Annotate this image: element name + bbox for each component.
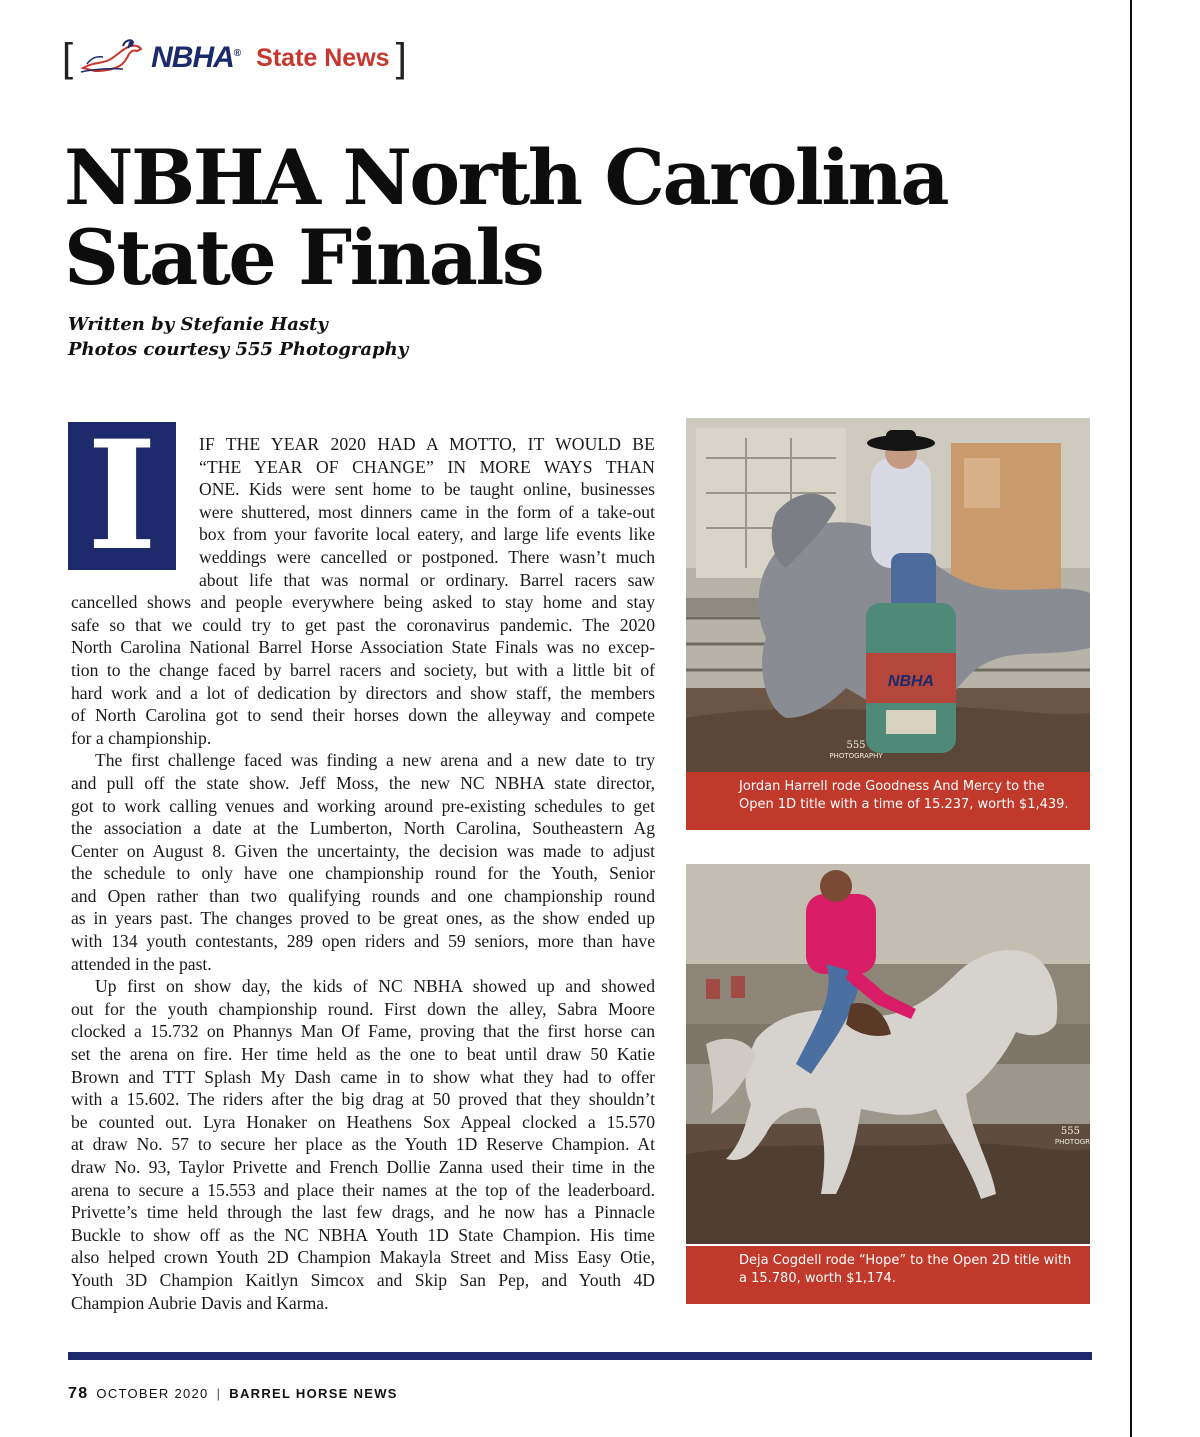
footer-separator: | xyxy=(216,1386,222,1401)
text-line: clocked a 15.732 on Phannys Man Of Fame, proving that the first horse can xyxy=(71,1021,655,1042)
paragraph-2 xyxy=(71,749,655,975)
logo-wordmark: NBHA® xyxy=(151,41,241,74)
photo-watermark-bottom: PHOTOGRAPHY xyxy=(829,752,883,760)
text-line: Brown and TTT Splash My Dash came in to show what they had to offer xyxy=(71,1066,655,1087)
text-line: and pull off the state show. Jeff Moss, the new NC NBHA state director, xyxy=(71,772,655,793)
byline-photos: Photos courtesy 555 Photography xyxy=(68,339,409,360)
text-line: “THE YEAR OF CHANGE” IN MORE WAYS THAN xyxy=(199,456,655,477)
text-line: hard work and a lot of dedication by directors and show staff, the members xyxy=(71,682,655,703)
text-line: be counted out. Lyra Honaker on Heathens Sox Appeal clocked a 15.570 xyxy=(71,1111,655,1132)
caption-line: Jordan Harrell rode Goodness And Mercy to the xyxy=(739,779,1045,794)
text-line: weddings were cancelled or postponed. There wasn’t much xyxy=(199,546,655,567)
page-number: 78 xyxy=(68,1385,89,1402)
text-line: for a championship. xyxy=(71,727,212,748)
text-line: Privette’s time held through the last few drags, and he now has a Pinnacle xyxy=(71,1202,655,1223)
right-bracket: ] xyxy=(395,36,407,80)
publication-name: BARREL HORSE NEWS xyxy=(229,1386,398,1401)
photo-watermark-top: 555 xyxy=(1060,1126,1080,1137)
page-edge-rule xyxy=(1130,0,1132,1437)
text-line: draw No. 93, Taylor Privette and French Dollie Zanna used their time in the xyxy=(71,1157,655,1177)
text-line: with 134 youth contestants, 289 open riders and 59 seniors, more than have xyxy=(71,931,655,952)
title-line-2: State Finals xyxy=(64,213,543,302)
text-line: got to work calling venues and working around pre-existing schedules to get xyxy=(71,795,655,816)
text-line: were shuttered, most dinners came in the form of a take-out xyxy=(199,501,655,522)
text-line: about life that was normal or ordinary. Barrel racers saw xyxy=(199,569,655,590)
drop-cap: I xyxy=(68,422,176,570)
text-line: Champion Aubrie Davis and Karma. xyxy=(71,1292,329,1313)
text-line: tion to the change faced by barrel racers and society, but with a little bit of xyxy=(71,659,655,680)
text-line: the association a date at the Lumberton, North Carolina, Southeastern Ag xyxy=(71,818,655,839)
text-line: also helped crown Youth 2D Champion Makayla Street and Miss Easy Otie, xyxy=(71,1247,655,1268)
caption-line: Deja Cogdell rode “Hope” to the Open 2D title with xyxy=(739,1253,1072,1268)
text-line: ONE. Kids were sent home to be taught online, businesses xyxy=(199,479,655,500)
text-line: The first challenge faced was finding a new arena and a new date to try xyxy=(95,750,655,771)
photo-barrel-racer-2 xyxy=(686,864,1090,1244)
article-title xyxy=(64,133,1104,302)
text-line: Buckle to show off as the NC NBHA Youth 1D State Champion. His time xyxy=(71,1224,655,1245)
barrel-nbha-text: NBHA xyxy=(887,673,935,690)
text-line: and Open rather than two qualifying rounds and one championship round xyxy=(71,885,655,906)
photo-watermark-bottom: PHOTOGR xyxy=(1054,1138,1090,1146)
horse-rider-icon xyxy=(79,38,149,78)
text-line: safe so that we could try to get past the coronavirus pandemic. The 2020 xyxy=(71,614,655,635)
paragraph-1 xyxy=(71,433,655,749)
text-line: out for the youth championship round. First down the alley, Sabra Moore xyxy=(71,998,655,1019)
text-line: of North Carolina got to send their horses down the alleyway and compete xyxy=(71,705,655,726)
issue-date: OCTOBER 2020 xyxy=(96,1386,209,1401)
caption-line: Open 1D title with a time of 15.237, worth $1,439. xyxy=(739,797,1069,812)
title-line-1: NBHA North Carolina xyxy=(64,133,948,222)
text-line: IF THE YEAR 2020 HAD A MOTTO, IT WOULD BE xyxy=(199,434,655,454)
caption-line: a 15.780, worth $1,174. xyxy=(739,1271,896,1286)
photo-caption-2 xyxy=(686,1246,1090,1304)
text-line: as in years past. The changes proved to be great ones, as the show ended up xyxy=(71,908,655,929)
footer-rule xyxy=(68,1352,1092,1360)
page-footer xyxy=(68,1385,398,1403)
text-line: Up first on show day, the kids of NC NBHA showed up and showed xyxy=(95,976,655,997)
text-line: at draw No. 57 to secure her place as the Youth 1D Reserve Champion. At xyxy=(71,1134,655,1155)
text-line: Youth 3D Champion Kaitlyn Simcox and Skip San Pep, and Youth 4D xyxy=(71,1269,655,1290)
text-line: attended in the past. xyxy=(71,953,212,974)
nbha-logo xyxy=(79,38,240,78)
text-line: the schedule to only have one championship round for the Youth, Senior xyxy=(71,863,655,884)
photo-barrel-racer-1 xyxy=(686,418,1090,772)
text-line: with a 15.602. The riders after the big drag at 50 proved that they shouldn’t xyxy=(71,1089,655,1110)
left-bracket: [ xyxy=(62,36,74,80)
section-header xyxy=(62,36,407,80)
byline xyxy=(68,312,408,362)
text-line: cancelled shows and people everywhere being asked to stay home and stay xyxy=(71,592,655,613)
article-body xyxy=(71,433,655,1314)
text-line: set the arena on fire. Her time held as the one to beat until draw 50 Katie xyxy=(71,1044,655,1065)
photo-watermark-top: 555 xyxy=(846,740,866,751)
photo-caption-1 xyxy=(686,772,1090,830)
section-title: State News xyxy=(256,43,390,72)
text-line: arena to secure a 15.553 and place their names at the top of the leaderboard. xyxy=(71,1179,655,1200)
byline-author: Written by Stefanie Hasty xyxy=(68,314,328,335)
paragraph-3 xyxy=(71,975,655,1314)
text-line: Center on August 8. Given the uncertainty, the decision was made to adjust xyxy=(71,840,655,861)
text-line: North Carolina National Barrel Horse Association State Finals was no excep- xyxy=(71,637,655,658)
text-line: box from your favorite local eatery, and large life events like xyxy=(199,524,655,545)
